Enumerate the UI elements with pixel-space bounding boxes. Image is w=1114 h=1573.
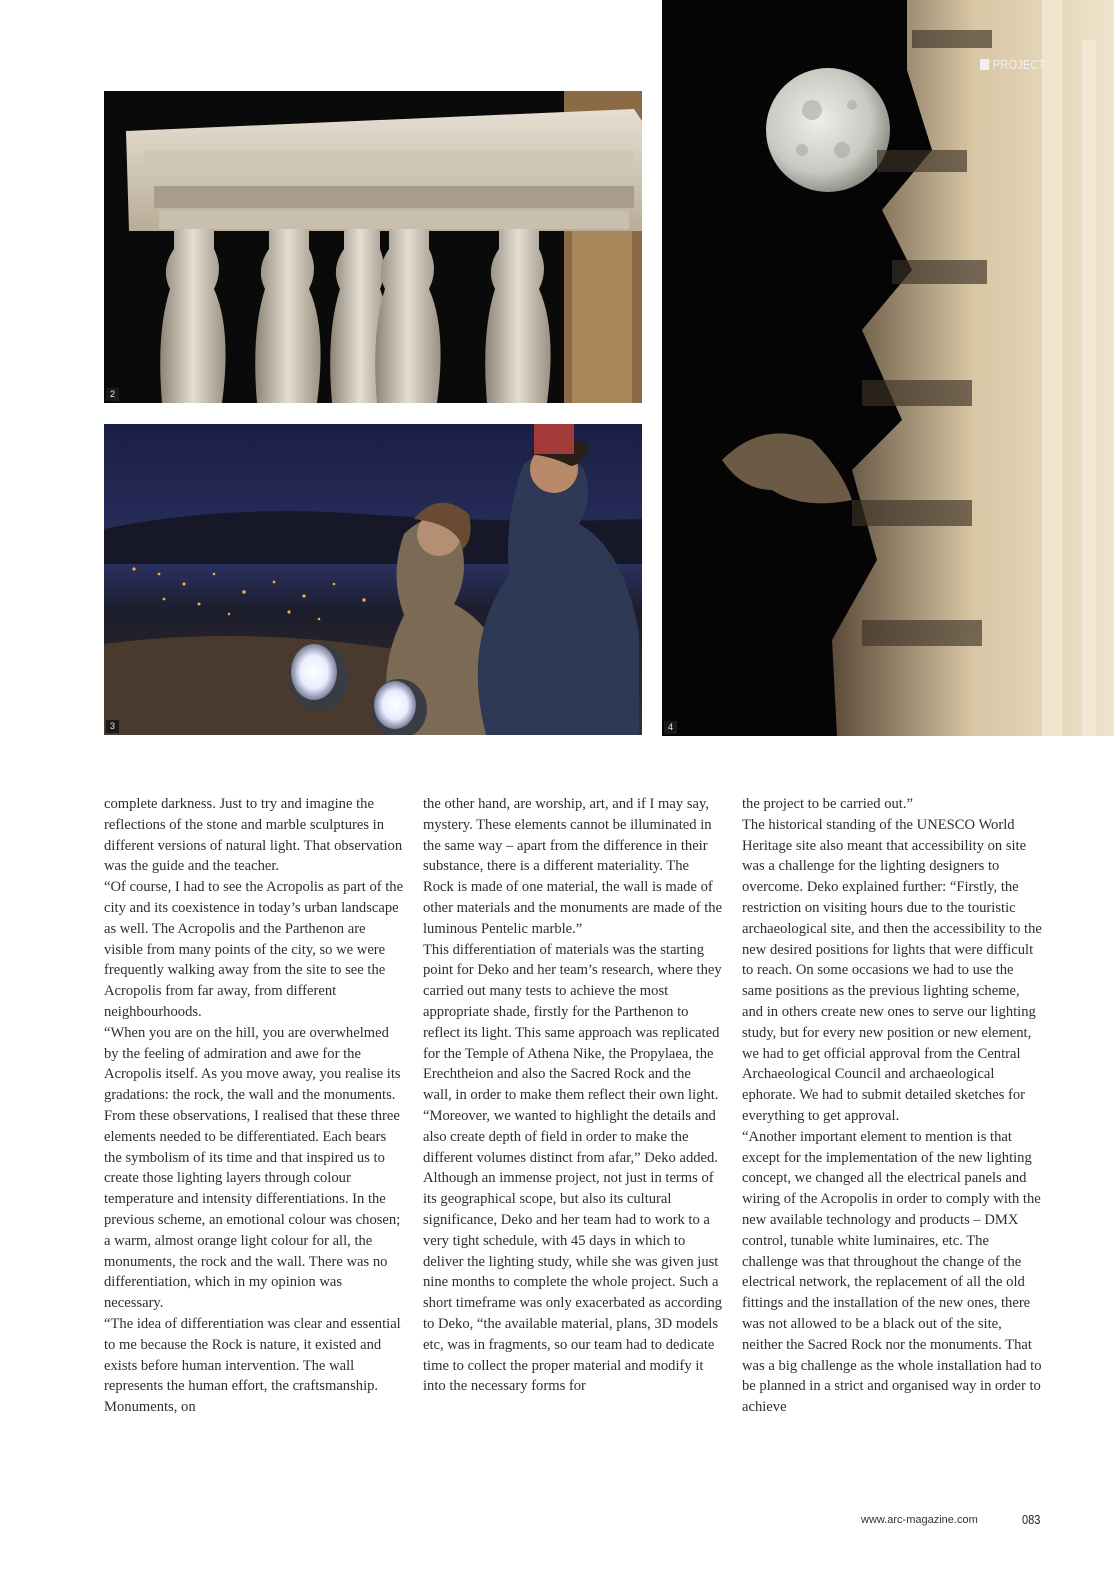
paragraph: This differentiation of materials was the starting point for Deko and her team’s research, where they carried out many tests to achieve the most appropriate shade, firstly for the Parthenon to reflect its light. This same approach was replicated for the Temple of Athena Nike, the Propylaea, the Erechtheion and also the Sacred Rock and the wall, in order to make them reflect their own light. “Moreover, we wanted to highlight the details and also create depth of field in order to make the different volumes distinct from afar,” Deko added.	[423, 941, 722, 1166]
paragraph: “When you are on the hill, you are overwhelmed by the feeling of admiration and awe for the Acropolis itself. As you move away, you realise its gradations: the rock, the wall and the monuments. From these observations, I realised that these three elements needed to be differentiated. Each bears the symbolism of its time and that inspired us to create those lighting layers through colour temperature and intensity differentiations. In the previous scheme, an emotional colour was chosen; a warm, almost orange light colour for all, the monuments, the rock and the wall. There was no differentiation, which in my opinion was necessary.	[104, 1024, 401, 1312]
photo-number: 3	[106, 720, 119, 733]
section-tag	[980, 57, 1046, 72]
text-column-3	[742, 794, 1042, 1418]
designers-illustration	[104, 424, 642, 735]
paragraph: “The idea of differentiation was clear and essential to me because the Rock is nature, it existed and exists before human intervention. The wall represents the human effort, the craftsmanship. Monuments, on	[104, 1315, 401, 1416]
caryatids-illustration	[104, 91, 642, 403]
paragraph: “Another important element to mention is that except for the implementation of the new lighting concept, we changed all the electrical panels and wiring of the Acropolis in order to comply with the new available technology and products – DMX control, tunable white luminaires, etc. The challenge was that throughout the change of the electrical network, the replacement of all the old fittings and the installation of the new ones, there was not allowed to be a black out of the site, neither the Sacred Rock nor the monuments. That was a big challenge as the whole installation had to be planned in a strict and organised way in order to achieve	[742, 1128, 1042, 1416]
moon-ruins-illustration	[662, 0, 1114, 736]
paragraph: The historical standing of the UNESCO World Heritage site also meant that accessibility on site was a challenge for the lighting designers to overcome. Deko explained further: “Firstly, the restriction on visiting hours due to the touristic archaeological site, and then the accessibility to the new desired positions for lights that were difficult to reach. On some occasions we had to use the same positions as the previous lighting scheme, and in others create new ones to serve our lighting study, but for every new position or new element, we had to get official approval from the Central Archaeological Council and archaeological ephorate. We had to submit detailed sketches for everything to get approval.	[742, 816, 1042, 1124]
page-number: 083	[1022, 1512, 1041, 1527]
text-column-2	[423, 794, 723, 1397]
text-column-1	[104, 794, 404, 1418]
paragraph: Although an immense project, not just in terms of its geographical scope, but also its cultural significance, Deko and her team had to work to a very tight schedule, with 45 days in which to deliver the lighting study, while she was given just nine months to complete the whole project. Such a short timeframe was only exacerbated as according to Deko, “the available material, plans, 3D models etc, was in fragments, so our team had to dedicate time to collect the proper material and modify it into the necessary forms for	[423, 1170, 723, 1395]
photo-lighting-designers	[104, 424, 642, 735]
footer-website-link[interactable]: www.arc-magazine.com	[861, 1514, 978, 1526]
paragraph: the project to be carried out.”	[742, 796, 913, 812]
photo-moon-ruins	[662, 0, 1114, 736]
paragraph: “Of course, I had to see the Acropolis as part of the city and its coexistence in today’s urban landscape as well. The Acropolis and the Parthenon are visible from many points of the city, so we were frequently walking away from the site to see the Acropolis from far away, from different neighbourhoods.	[104, 879, 404, 1020]
section-tag-label: PROJECT	[992, 57, 1046, 72]
paragraph: complete darkness. Just to try and imagine the reflections of the stone and marble sculptures in different versions of natural light. That observation was the guide and the teacher.	[104, 796, 403, 875]
photo-number: 2	[106, 388, 119, 401]
paragraph: the other hand, are worship, art, and if I may say, mystery. These elements cannot be illuminated in the same way – apart from the difference in their substance, there is a different materiality. The Rock is made of one material, the wall is made of other materials and the monuments are made of the luminous Pentelic marble.”	[423, 796, 723, 937]
photo-number: 4	[664, 721, 677, 734]
square-icon	[980, 59, 989, 70]
photo-caryatids	[104, 91, 642, 403]
